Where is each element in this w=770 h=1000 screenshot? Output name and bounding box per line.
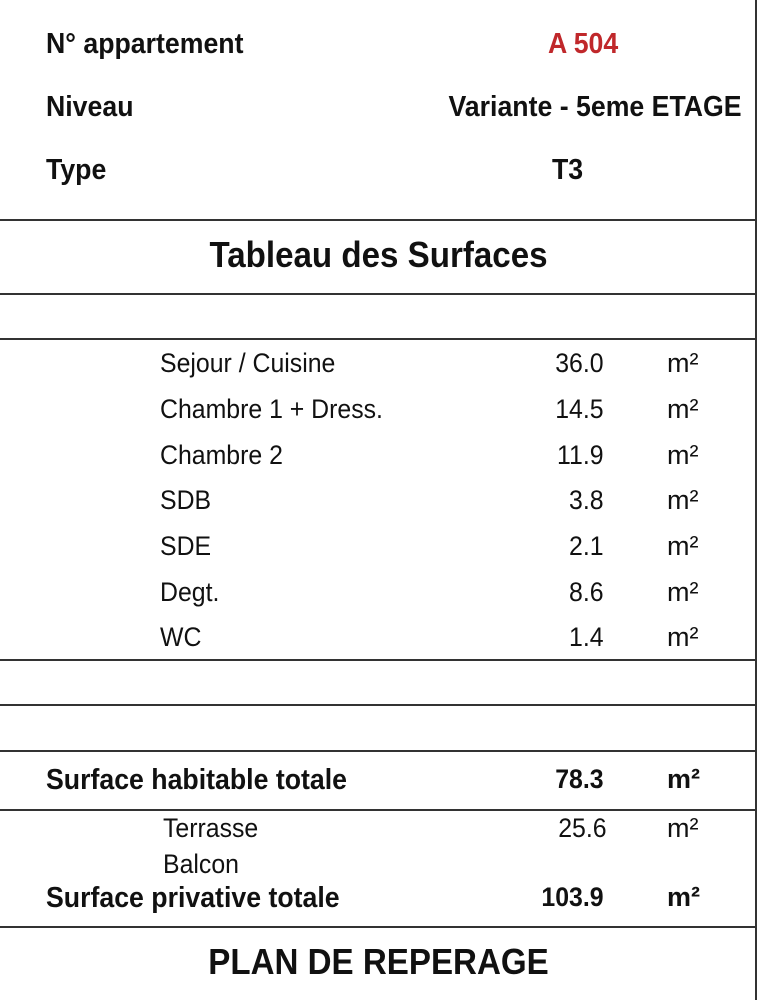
location-plan-title: PLAN DE REPERAGE — [208, 941, 549, 982]
divider — [0, 659, 757, 661]
level-value: Variante - 5eme ETAGE — [448, 91, 742, 123]
private-total-label: Surface privative totale — [46, 882, 340, 914]
table-title: Tableau des Surfaces — [209, 234, 548, 275]
room-area: 11.9 — [557, 440, 604, 470]
table-right-border — [755, 0, 757, 1000]
area-unit: m² — [667, 813, 699, 843]
room-area: 8.6 — [569, 577, 604, 607]
area-unit: m² — [667, 764, 700, 794]
room-name: SDB — [160, 485, 212, 515]
room-area: 3.8 — [569, 485, 604, 515]
divider — [0, 219, 757, 221]
balcony-label: Balcon — [163, 849, 239, 879]
area-unit: m² — [667, 577, 699, 607]
room-name: WC — [160, 622, 202, 652]
area-unit: m² — [667, 394, 699, 424]
apartment-label: N° appartement — [46, 28, 244, 60]
private-total-value: 103.9 — [541, 882, 604, 912]
level-label: Niveau — [46, 91, 134, 123]
area-unit: m² — [667, 440, 699, 470]
room-area: 1.4 — [569, 622, 604, 652]
area-unit: m² — [667, 531, 699, 561]
divider — [0, 704, 757, 706]
habitable-total-label: Surface habitable totale — [46, 764, 347, 796]
room-name: Chambre 2 — [160, 440, 283, 470]
divider — [0, 293, 757, 295]
area-unit: m² — [667, 622, 699, 652]
room-name: Sejour / Cuisine — [160, 348, 336, 378]
room-area: 2.1 — [569, 531, 604, 561]
room-name: Degt. — [160, 577, 220, 607]
apartment-number: A 504 — [548, 28, 619, 60]
type-value: T3 — [552, 154, 584, 186]
terrace-label: Terrasse — [163, 813, 259, 843]
terrace-value: 25.6 — [558, 813, 607, 843]
divider — [0, 926, 757, 928]
room-name: SDE — [160, 531, 212, 561]
divider — [0, 750, 757, 752]
divider — [0, 338, 757, 340]
room-area: 36.0 — [555, 348, 604, 378]
type-label: Type — [46, 154, 107, 186]
area-unit: m² — [667, 348, 699, 378]
divider — [0, 809, 757, 811]
room-name: Chambre 1 + Dress. — [160, 394, 383, 424]
area-unit: m² — [667, 485, 699, 515]
habitable-total-value: 78.3 — [555, 764, 604, 794]
room-area: 14.5 — [555, 394, 604, 424]
area-unit: m² — [667, 882, 700, 912]
